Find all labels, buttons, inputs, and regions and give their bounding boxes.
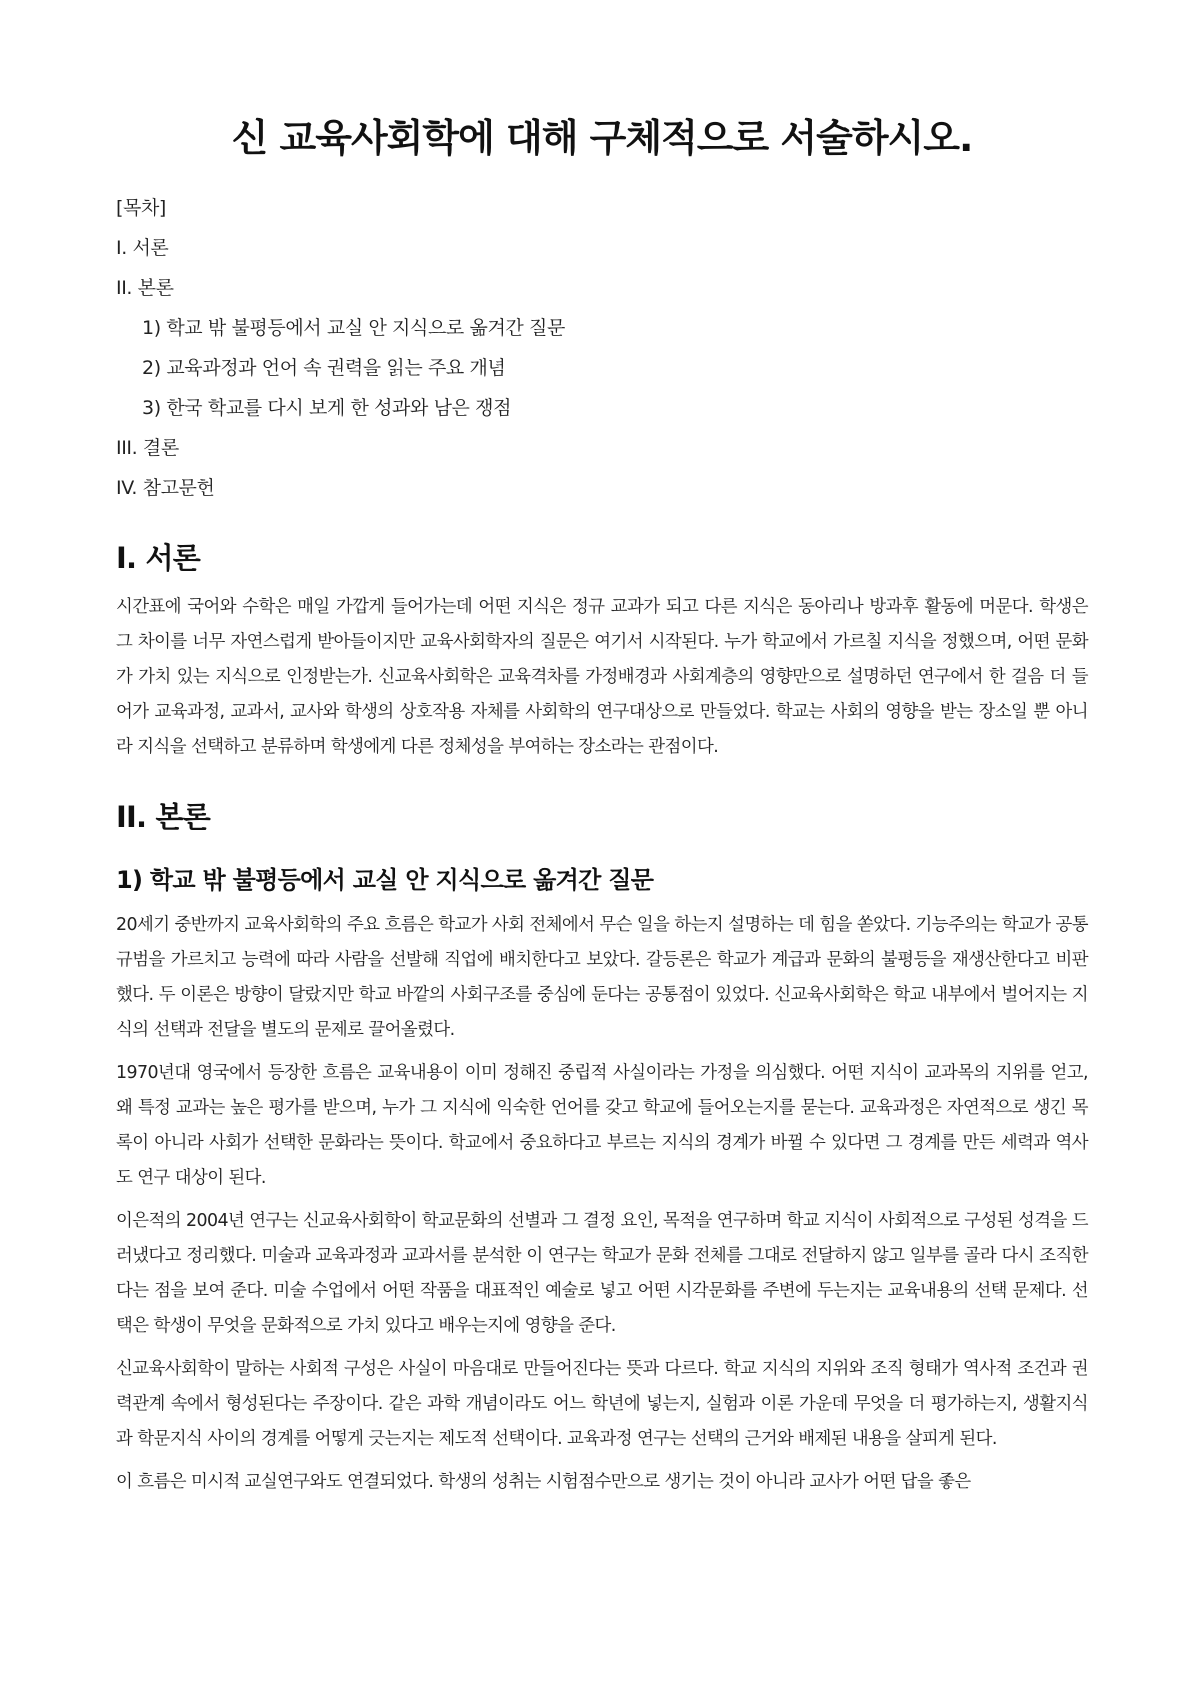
toc-label: [목차] — [116, 196, 166, 219]
body-paragraph: 1970년대 영국에서 등장한 흐름은 교육내용이 이미 정해진 중립적 사실이라는 가정을 의심했다. 어떤 지식이 교과목의 지위를 얻고, 왜 특정 교과는 높은 평가를 받으며, 누가 그 지식에 익숙한 언어를 갖고 학교에 들어오는지를 묻는다. 교육과정은 자연적으로 생긴 목록이 아니라 사회가 선택한 문화라는 뜻이다. 학교에서 중요하다고 부르는 지식의 경계가 바뀔 수 있다면 그 경계를 만든 세력과 역사도 연구 대상이 된다. — [116, 1063, 1088, 1189]
body-paragraph: 신교육사회학이 말하는 사회적 구성은 사실이 마음대로 만들어진다는 뜻과 다르다. 학교 지식의 지위와 조직 형태가 역사적 조건과 권력관계 속에서 형성된다는 주장이다. 같은 과학 개념이라도 어느 학년에 넣는지, 실험과 이론 가운데 무엇을 더 평가하는지, 생활지식과 학문지식 사이의 경계를 어떻게 긋는지는 제도적 선택이다. 교육과정 연구는 선택의 근거와 배제된 내용을 살피게 된다. — [116, 1359, 1088, 1450]
introduction-paragraph: 시간표에 국어와 수학은 매일 가깝게 들어가는데 어떤 지식은 정규 교과가 되고 다른 지식은 동아리나 방과후 활동에 머문다. 학생은 그 차이를 너무 자연스럽게 받아들이지만 교육사회학자의 질문은 여기서 시작된다. 누가 학교에서 가르칠 지식을 정했으며, 어떤 문화가 가치 있는 지식으로 인정받는가. 신교육사회학은 교육격차를 가정배경과 사회계층의 영향만으로 설명하던 연구에서 한 걸음 더 들어가 교육과정, 교과서, 교사와 학생의 상호작용 자체를 사회학의 연구대상으로 만들었다. 학교는 사회의 영향을 받는 장소일 뿐 아니라 지식을 선택하고 분류하며 학생에게 다른 정체성을 부여하는 장소라는 관점이다. — [116, 596, 1088, 757]
body-heading: II. 본론 — [116, 799, 210, 834]
toc-item-references: IV. 참고문헌 — [116, 476, 215, 499]
document-title: 신 교육사회학에 대해 구체적으로 서술하시오. — [231, 116, 973, 160]
toc-item-introduction: I. 서론 — [116, 236, 169, 259]
body-section — [116, 799, 1088, 1500]
body-paragraph: 20세기 중반까지 교육사회학의 주요 흐름은 학교가 사회 전체에서 무슨 일을 하는지 설명하는 데 힘을 쏟았다. 기능주의는 학교가 공통 규범을 가르치고 능력에 따라 사람을 선발해 직업에 배치한다고 보았다. 갈등론은 학교가 계급과 문화의 불평등을 재생산한다고 비판했다. 두 이론은 방향이 달랐지만 학교 바깥의 사회구조를 중심에 둔다는 공통점이 있었다. 신교육사회학은 학교 내부에서 벌어지는 지식의 선택과 전달을 별도의 문제로 끌어올렸다. — [116, 915, 1088, 1041]
toc-item-body-sub3: 3) 한국 학교를 다시 보게 한 성과와 남은 쟁점 — [142, 396, 512, 419]
toc-item-body-sub1: 1) 학교 밖 불평등에서 교실 안 지식으로 옮겨간 질문 — [142, 316, 565, 339]
introduction-heading: I. 서론 — [116, 540, 200, 575]
toc-item-body-sub2: 2) 교육과정과 언어 속 권력을 읽는 주요 개념 — [142, 356, 506, 379]
subsection-1-heading: 1) 학교 밖 불평등에서 교실 안 지식으로 옮겨간 질문 — [116, 866, 654, 895]
introduction-section — [116, 540, 1088, 765]
toc-item-conclusion: III. 결론 — [116, 436, 179, 459]
body-paragraph: 이은적의 2004년 연구는 신교육사회학이 학교문화의 선별과 그 결정 요인, 목적을 연구하며 학교 지식이 사회적으로 구성된 성격을 드러냈다고 정리했다. 미술과 교육과정과 교과서를 분석한 이 연구는 학교가 문화 전체를 그대로 전달하지 않고 일부를 골라 다시 조직한다는 점을 보여 준다. 미술 수업에서 어떤 작품을 대표적인 예술로 넣고 어떤 시각문화를 주변에 두는지는 교육내용의 선택 문제다. 선택은 학생이 무엇을 문화적으로 가치 있다고 배우는지에 영향을 준다. — [116, 1211, 1088, 1337]
table-of-contents — [116, 188, 1088, 508]
toc-item-body: II. 본론 — [116, 276, 174, 299]
body-paragraph: 이 흐름은 미시적 교실연구와도 연결되었다. 학생의 성취는 시험점수만으로 생기는 것이 아니라 교사가 어떤 답을 좋은 — [116, 1472, 971, 1493]
